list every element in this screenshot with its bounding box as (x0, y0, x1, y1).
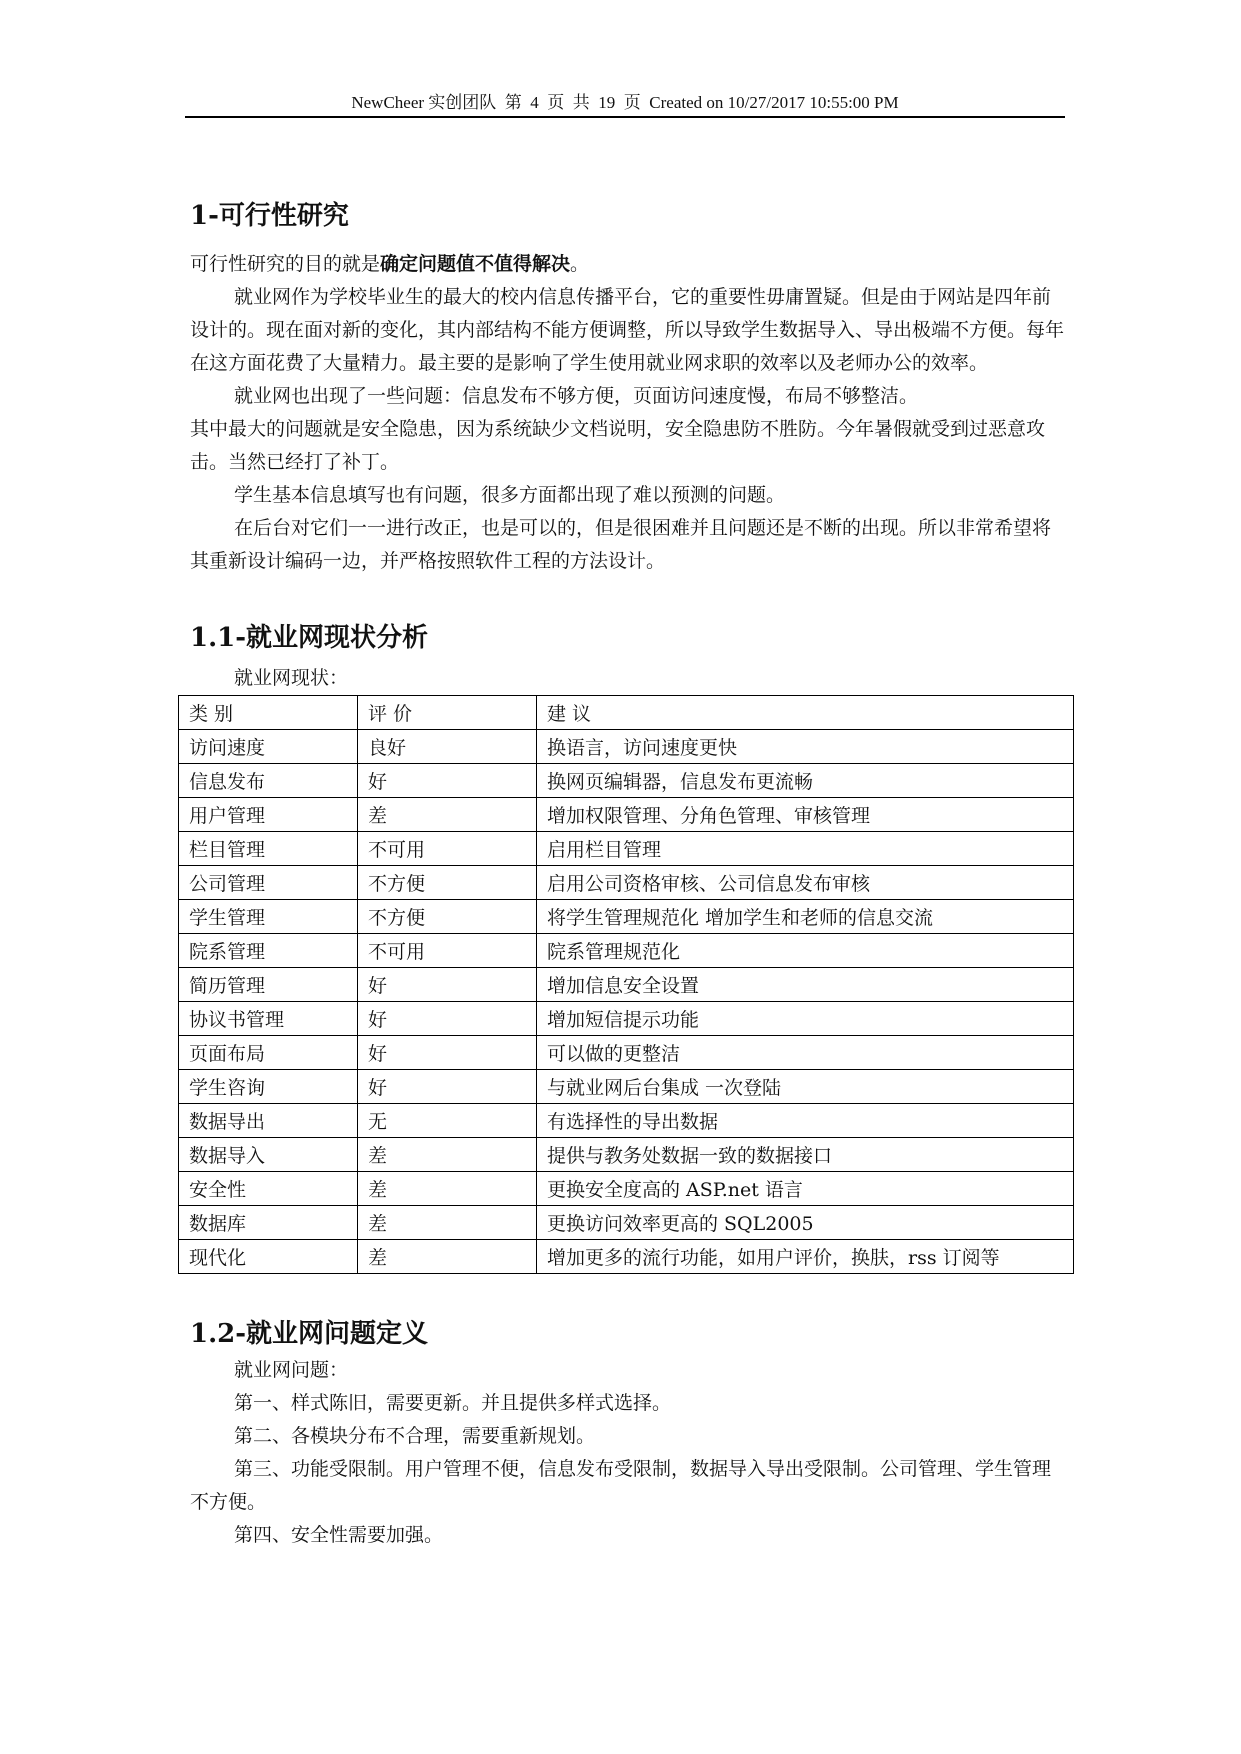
table-row (179, 730, 1074, 764)
table-cell-suggestion: 与就业网后台集成 一次登陆 (537, 1070, 1074, 1104)
list-item: 第二、各模块分布不合理，需要重新规划。 (234, 1425, 596, 1447)
document-body (190, 196, 1066, 1552)
table-row (179, 832, 1074, 866)
table-row (179, 1104, 1074, 1138)
column-header-rating: 评价 (358, 696, 537, 730)
table-cell-category: 协议书管理 (179, 1002, 358, 1036)
table-row (179, 1002, 1074, 1036)
table-cell-category: 数据导入 (179, 1138, 358, 1172)
table-cell-suggestion: 院系管理规范化 (537, 934, 1074, 968)
table-row (179, 866, 1074, 900)
table-cell-category: 现代化 (179, 1240, 358, 1274)
lead-prefix: 可行性研究的目的就是 (190, 253, 381, 275)
table-cell-category: 学生咨询 (179, 1070, 358, 1104)
table-cell-category: 信息发布 (179, 764, 358, 798)
table-row (179, 1036, 1074, 1070)
table-header-row (179, 696, 1074, 730)
page-header: NewCheer 实创团队 第 4 页 共 19 页 Created on 10/27/2017 10:55:00 PM (351, 93, 899, 112)
lead-suffix: 。 (570, 253, 590, 275)
table-cell-suggestion: 有选择性的导出数据 (537, 1104, 1074, 1138)
table-cell-suggestion: 将学生管理规范化 增加学生和老师的信息交流 (537, 900, 1074, 934)
list-item: 第三、功能受限制。用户管理不便，信息发布受限制，数据导入导出受限制。公司管理、学生管理不方便。 (190, 1458, 1052, 1513)
column-header-suggestion: 建议 (537, 696, 1074, 730)
table-cell-suggestion: 换网页编辑器，信息发布更流畅 (537, 764, 1074, 798)
table-body (179, 730, 1074, 1274)
table-caption: 就业网现状： (234, 667, 349, 689)
table-cell-rating: 不方便 (358, 900, 537, 934)
table-cell-suggestion: 增加短信提示功能 (537, 1002, 1074, 1036)
header-rule (185, 116, 1065, 118)
table-row (179, 1070, 1074, 1104)
table-cell-suggestion: 增加权限管理、分角色管理、审核管理 (537, 798, 1074, 832)
table-cell-rating: 差 (358, 1240, 537, 1274)
table-cell-rating: 好 (358, 1036, 537, 1070)
table-cell-rating: 好 (358, 1070, 537, 1104)
table-cell-rating: 好 (358, 1002, 537, 1036)
table-cell-suggestion: 启用栏目管理 (537, 832, 1074, 866)
table-cell-rating: 无 (358, 1104, 537, 1138)
table-cell-category: 数据导出 (179, 1104, 358, 1138)
table-cell-category: 数据库 (179, 1206, 358, 1240)
table-cell-rating: 好 (358, 764, 537, 798)
lead-paragraph (190, 248, 1066, 281)
paragraph: 其中最大的问题就是安全隐患，因为系统缺少文档说明，安全隐患防不胜防。今年暑假就受到过恶意攻击。当然已经打了补丁。 (190, 418, 1046, 473)
table-cell-suggestion: 增加信息安全设置 (537, 968, 1074, 1002)
table-cell-category: 学生管理 (179, 900, 358, 934)
section-title-status: 1.1-就业网现状分析 (190, 623, 429, 653)
table-cell-rating: 差 (358, 1138, 537, 1172)
table-cell-rating: 不方便 (358, 866, 537, 900)
table-cell-rating: 良好 (358, 730, 537, 764)
lead-bold-text: 确定问题值不值得解决 (380, 253, 571, 275)
column-header-category: 类别 (179, 696, 358, 730)
table-cell-suggestion: 更换访问效率更高的 SQL2005 (537, 1206, 1074, 1240)
paragraph: 就业网作为学校毕业生的最大的校内信息传播平台，它的重要性毋庸置疑。但是由于网站是四年前设计的。现在面对新的变化，其内部结构不能方便调整，所以导致学生数据导入、导出极端不方便。每年在这方面花费了大量精力。最主要的是影响了学生使用就业网求职的效率以及老师办公的效率。 (190, 286, 1065, 374)
table-cell-rating: 不可用 (358, 934, 537, 968)
table-cell-category: 院系管理 (179, 934, 358, 968)
table-cell-rating: 差 (358, 1172, 537, 1206)
table-row (179, 764, 1074, 798)
table-cell-suggestion: 提供与教务处数据一致的数据接口 (537, 1138, 1074, 1172)
table-cell-suggestion: 换语言，访问速度更快 (537, 730, 1074, 764)
table-cell-category: 公司管理 (179, 866, 358, 900)
table-cell-category: 页面布局 (179, 1036, 358, 1070)
paragraph: 学生基本信息填写也有问题，很多方面都出现了难以预测的问题。 (234, 484, 786, 506)
status-table (178, 695, 1074, 1274)
table-cell-category: 栏目管理 (179, 832, 358, 866)
table-row (179, 968, 1074, 1002)
list-item: 第四、安全性需要加强。 (234, 1524, 444, 1546)
table-row (179, 798, 1074, 832)
table-row (179, 1240, 1074, 1274)
table-cell-rating: 差 (358, 1206, 537, 1240)
table-cell-rating: 不可用 (358, 832, 537, 866)
list-item: 就业网问题： (234, 1359, 349, 1381)
paragraph: 就业网也出现了一些问题：信息发布不够方便，页面访问速度慢，布局不够整洁。 (234, 385, 919, 407)
table-cell-category: 简历管理 (179, 968, 358, 1002)
table-cell-category: 安全性 (179, 1172, 358, 1206)
problem-list (190, 1354, 1066, 1552)
table-cell-rating: 好 (358, 968, 537, 1002)
table-cell-suggestion: 启用公司资格审核、公司信息发布审核 (537, 866, 1074, 900)
table-cell-rating: 差 (358, 798, 537, 832)
table-cell-suggestion: 更换安全度高的 ASP.net 语言 (537, 1172, 1074, 1206)
table-cell-suggestion: 可以做的更整洁 (537, 1036, 1074, 1070)
table-cell-category: 用户管理 (179, 798, 358, 832)
table-row (179, 1138, 1074, 1172)
table-row (179, 1206, 1074, 1240)
paragraph: 在后台对它们一一进行改正，也是可以的，但是很困难并且问题还是不断的出现。所以非常希望将其重新设计编码一边，并严格按照软件工程的方法设计。 (190, 517, 1052, 572)
section-title-feasibility: 1-可行性研究 (190, 201, 349, 231)
table-row (179, 900, 1074, 934)
list-item: 第一、样式陈旧，需要更新。并且提供多样式选择。 (234, 1392, 672, 1414)
table-cell-category: 访问速度 (179, 730, 358, 764)
table-cell-suggestion: 增加更多的流行功能，如用户评价，换肤，rss 订阅等 (537, 1240, 1074, 1274)
section-title-problems: 1.2-就业网问题定义 (190, 1319, 429, 1349)
table-row (179, 1172, 1074, 1206)
table-row (179, 934, 1074, 968)
